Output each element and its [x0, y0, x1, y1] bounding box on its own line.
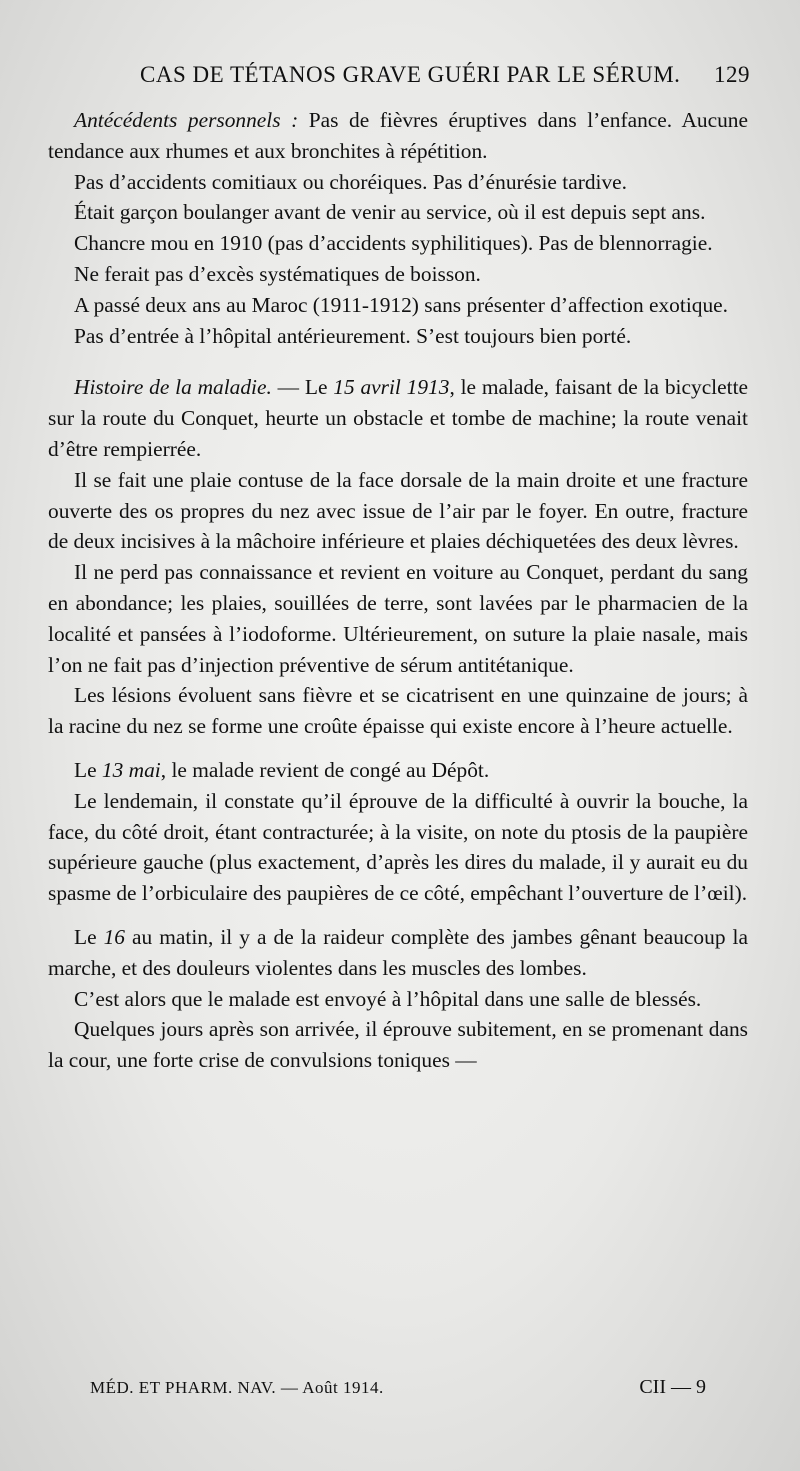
paragraph-text: Était garçon boulanger avant de venir au service, où il est depuis sept ans. — [74, 200, 706, 225]
paragraph-text: au matin, il y a de la raideur complète des jambes gênant beaucoup la marche, et des douleurs violentes dans les muscles des lombes. — [48, 924, 748, 980]
paragraph — [48, 786, 748, 909]
sheet-signature: CII — 9 — [639, 1376, 706, 1398]
paragraph — [48, 321, 748, 352]
page-number: 129 — [714, 62, 750, 87]
paragraph — [48, 465, 748, 557]
paragraph-text: Il se fait une plaie contuse de la face dorsale de la main droite et une fracture ouverte des os propres du nez avec issue de l’air par le foyer. En outre, fracture de deux incisives à la mâchoire inférieure et plaies déchiquetées des deux lèvres. — [48, 467, 748, 554]
paragraph-histoire — [48, 372, 748, 464]
paragraph-text: C’est alors que le malade est envoyé à l’hôpital dans une salle de blessés. — [74, 986, 702, 1011]
date: 13 mai — [101, 757, 161, 782]
paragraph — [48, 197, 748, 228]
paragraph-text: Le — [74, 924, 104, 949]
paragraph-text: Quelques jours après son arrivée, il éprouve subitement, en se promenant dans la cour, une forte crise de convulsions toniques — — [48, 1017, 748, 1073]
body-text — [48, 105, 748, 1076]
journal-signature: MÉD. ET PHARM. NAV. — Août 1914. — [90, 1378, 384, 1397]
paragraph — [48, 259, 748, 290]
paragraph — [48, 680, 748, 742]
paragraph-antecedents — [48, 105, 748, 167]
paragraph-text: A passé deux ans au Maroc (1911-1912) sans présenter d’affection exotique. — [74, 292, 728, 317]
section-heading-antecedents: Antécédents personnels : — [74, 108, 299, 132]
paragraph-text: Le — [74, 757, 102, 782]
date: 16 — [103, 924, 125, 949]
paragraph-text: , le malade, faisant de la bicyclette sur la route du Conquet, heurte un obstacle et tombe de machine; la route venait d’être rempierrée. — [48, 375, 748, 461]
paragraph-text: — Le — [271, 375, 334, 400]
paragraph — [48, 167, 748, 198]
date: 15 avril 1913 — [333, 375, 450, 400]
paragraph — [48, 290, 748, 321]
page-footer — [90, 1374, 710, 1406]
paragraph-text: Pas de fièvres éruptives dans l’enfance. Aucune tendance aux rhumes et aux bronchites à répétition. — [48, 108, 748, 163]
paragraph-text: Pas d’accidents comitiaux ou choréiques. Pas d’énurésie tardive. — [74, 169, 628, 194]
paragraph-text: Ne ferait pas d’excès systématiques de boisson. — [74, 261, 481, 286]
paragraph — [48, 1014, 748, 1076]
paragraph — [48, 557, 748, 680]
running-header — [140, 58, 760, 98]
paragraph-text: Le lendemain, il constate qu’il éprouve de la difficulté à ouvrir la bouche, la face, du côté droit, étant contracturée; à la visite, on note du ptosis de la paupière supérieure gauche (plus exactement, d’après les dires du malade, il y aurait eu du spasme de l’orbiculaire des paupières de ce côté, empêchant l’ouverture de l’œil). — [48, 788, 748, 906]
paragraph-text: Les lésions évoluent sans fièvre et se cicatrisent en une quinzaine de jours; à la racine du nez se forme une croûte épaisse qui existe encore à l’heure actuelle. — [48, 683, 748, 739]
paragraph — [48, 984, 748, 1015]
paragraph-text: Chancre mou en 1910 (pas d’accidents syphilitiques). Pas de blennorragie. — [74, 231, 713, 256]
paragraph-text: Il ne perd pas connaissance et revient en voiture au Conquet, perdant du sang en abondance; les plaies, souillées de terre, sont lavées par le pharmacien de la localité et pansées à l’iodoforme. Ultérieurement, on suture la plaie nasale, mais l’on ne fait pas d’injection préventive de sérum antitétanique. — [48, 560, 748, 677]
paragraph-text: , le malade revient de congé au Dépôt. — [160, 757, 490, 782]
paragraph-text: Pas d’entrée à l’hôpital antérieurement. S’est toujours bien porté. — [74, 323, 632, 348]
paragraph — [48, 755, 748, 786]
paragraph — [48, 228, 748, 259]
section-heading-histoire: Histoire de la maladie. — [74, 375, 272, 400]
running-title: CAS DE TÉTANOS GRAVE GUÉRI PAR LE SÉRUM. — [140, 62, 681, 87]
paragraph — [48, 922, 748, 984]
